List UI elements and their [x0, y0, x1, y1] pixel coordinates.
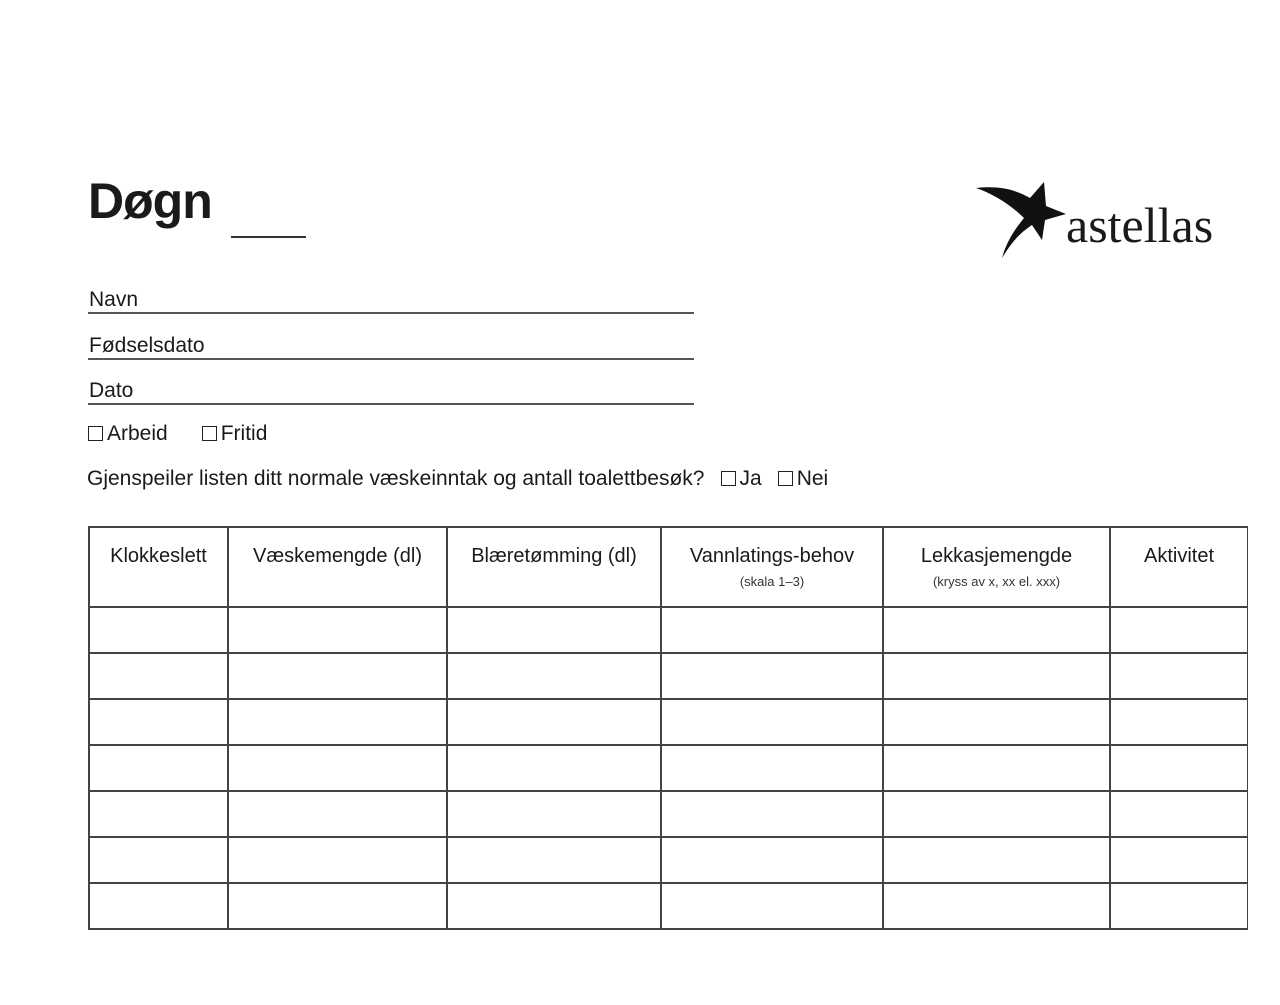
column-header-label: Blæretømming (dl): [471, 545, 637, 567]
column-header-label: Væskemengde (dl): [253, 545, 422, 567]
table-row: [89, 699, 1248, 745]
table-cell[interactable]: [661, 745, 883, 791]
table-cell[interactable]: [447, 883, 661, 929]
column-header-label: Vannlatings-behov: [689, 545, 855, 567]
table-cell[interactable]: [89, 607, 228, 653]
table-row: [89, 653, 1248, 699]
column-header-label: Lekkasjemengde: [920, 545, 1073, 567]
table-cell[interactable]: [883, 791, 1110, 837]
column-header-leakage: [883, 527, 1110, 607]
no-option[interactable]: [778, 468, 829, 489]
table-cell[interactable]: [661, 699, 883, 745]
voiding-diary-table: [88, 526, 1248, 933]
yes-option[interactable]: [721, 468, 762, 489]
table-cell[interactable]: [1110, 791, 1248, 837]
column-header-time: [89, 527, 228, 607]
yes-checkbox[interactable]: [721, 471, 736, 486]
column-header-sublabel: (kryss av x, xx el. xxx): [932, 574, 1061, 589]
column-header-bladder-emptying: [447, 527, 661, 607]
work-label: Arbeid: [107, 422, 168, 445]
name-label: Navn: [89, 288, 139, 311]
yes-label: Ja: [739, 467, 762, 490]
column-header-fluid-amount: [228, 527, 447, 607]
table-cell[interactable]: [883, 653, 1110, 699]
table-cell[interactable]: [883, 837, 1110, 883]
column-header-activity: [1110, 527, 1248, 607]
leisure-option[interactable]: [202, 423, 268, 444]
day-type-options: [88, 423, 267, 444]
table-cell[interactable]: [89, 653, 228, 699]
question-text: Gjenspeiler listen ditt normale væskeinntak og antall toalettbesøk?: [87, 467, 705, 490]
table-cell[interactable]: [89, 883, 228, 929]
table-cell[interactable]: [883, 607, 1110, 653]
table-cell[interactable]: [661, 607, 883, 653]
table-cell[interactable]: [883, 745, 1110, 791]
table-cell[interactable]: [447, 837, 661, 883]
table-row: [89, 837, 1248, 883]
table-cell[interactable]: [89, 699, 228, 745]
astellas-logo: [972, 180, 1252, 265]
star-icon: [972, 180, 1072, 265]
table-cell[interactable]: [228, 883, 447, 929]
table-cell[interactable]: [228, 745, 447, 791]
day-number-blank[interactable]: [231, 236, 306, 238]
table-cell[interactable]: [228, 791, 447, 837]
column-header-urge: [661, 527, 883, 607]
no-checkbox[interactable]: [778, 471, 793, 486]
work-checkbox[interactable]: [88, 426, 103, 441]
birthdate-field[interactable]: [88, 330, 694, 360]
column-header-sublabel: (skala 1–3): [739, 574, 805, 589]
table-cell[interactable]: [228, 607, 447, 653]
table-cell[interactable]: [228, 653, 447, 699]
table-cell[interactable]: [1110, 607, 1248, 653]
table-cell[interactable]: [447, 653, 661, 699]
table-header-row: [89, 527, 1248, 607]
table-cell[interactable]: [661, 837, 883, 883]
normal-intake-question: [87, 468, 828, 489]
table-cell[interactable]: [1110, 883, 1248, 929]
table-cell[interactable]: [883, 699, 1110, 745]
work-option[interactable]: [88, 423, 168, 444]
table-body: [89, 607, 1248, 929]
table-cell[interactable]: [661, 653, 883, 699]
column-header-label: Aktivitet: [1143, 545, 1215, 567]
table-cell[interactable]: [661, 791, 883, 837]
date-label: Dato: [89, 379, 134, 402]
table-cell[interactable]: [89, 837, 228, 883]
table-cell[interactable]: [89, 791, 228, 837]
table-cell[interactable]: [89, 745, 228, 791]
birthdate-label: Fødselsdato: [89, 334, 205, 357]
table-row: [89, 791, 1248, 837]
table-row: [89, 883, 1248, 929]
leisure-label: Fritid: [220, 422, 268, 445]
table-cell[interactable]: [447, 607, 661, 653]
no-label: Nei: [796, 467, 829, 490]
table-cell[interactable]: [447, 699, 661, 745]
column-header-label: Klokkeslett: [110, 545, 207, 567]
table-row: [89, 607, 1248, 653]
table-cell[interactable]: [1110, 699, 1248, 745]
table-cell[interactable]: [1110, 745, 1248, 791]
name-field[interactable]: [88, 284, 694, 314]
table-cell[interactable]: [661, 883, 883, 929]
table-cell[interactable]: [1110, 837, 1248, 883]
leisure-checkbox[interactable]: [202, 426, 217, 441]
date-field[interactable]: [88, 375, 694, 405]
table-cell[interactable]: [447, 745, 661, 791]
table-cell[interactable]: [1110, 653, 1248, 699]
table-cell[interactable]: [883, 883, 1110, 929]
table-cell[interactable]: [228, 837, 447, 883]
table-row: [89, 745, 1248, 791]
page-title: Døgn: [88, 173, 212, 229]
logo-wordmark: astellas: [1066, 197, 1214, 253]
table-cell[interactable]: [228, 699, 447, 745]
table-cell[interactable]: [447, 791, 661, 837]
